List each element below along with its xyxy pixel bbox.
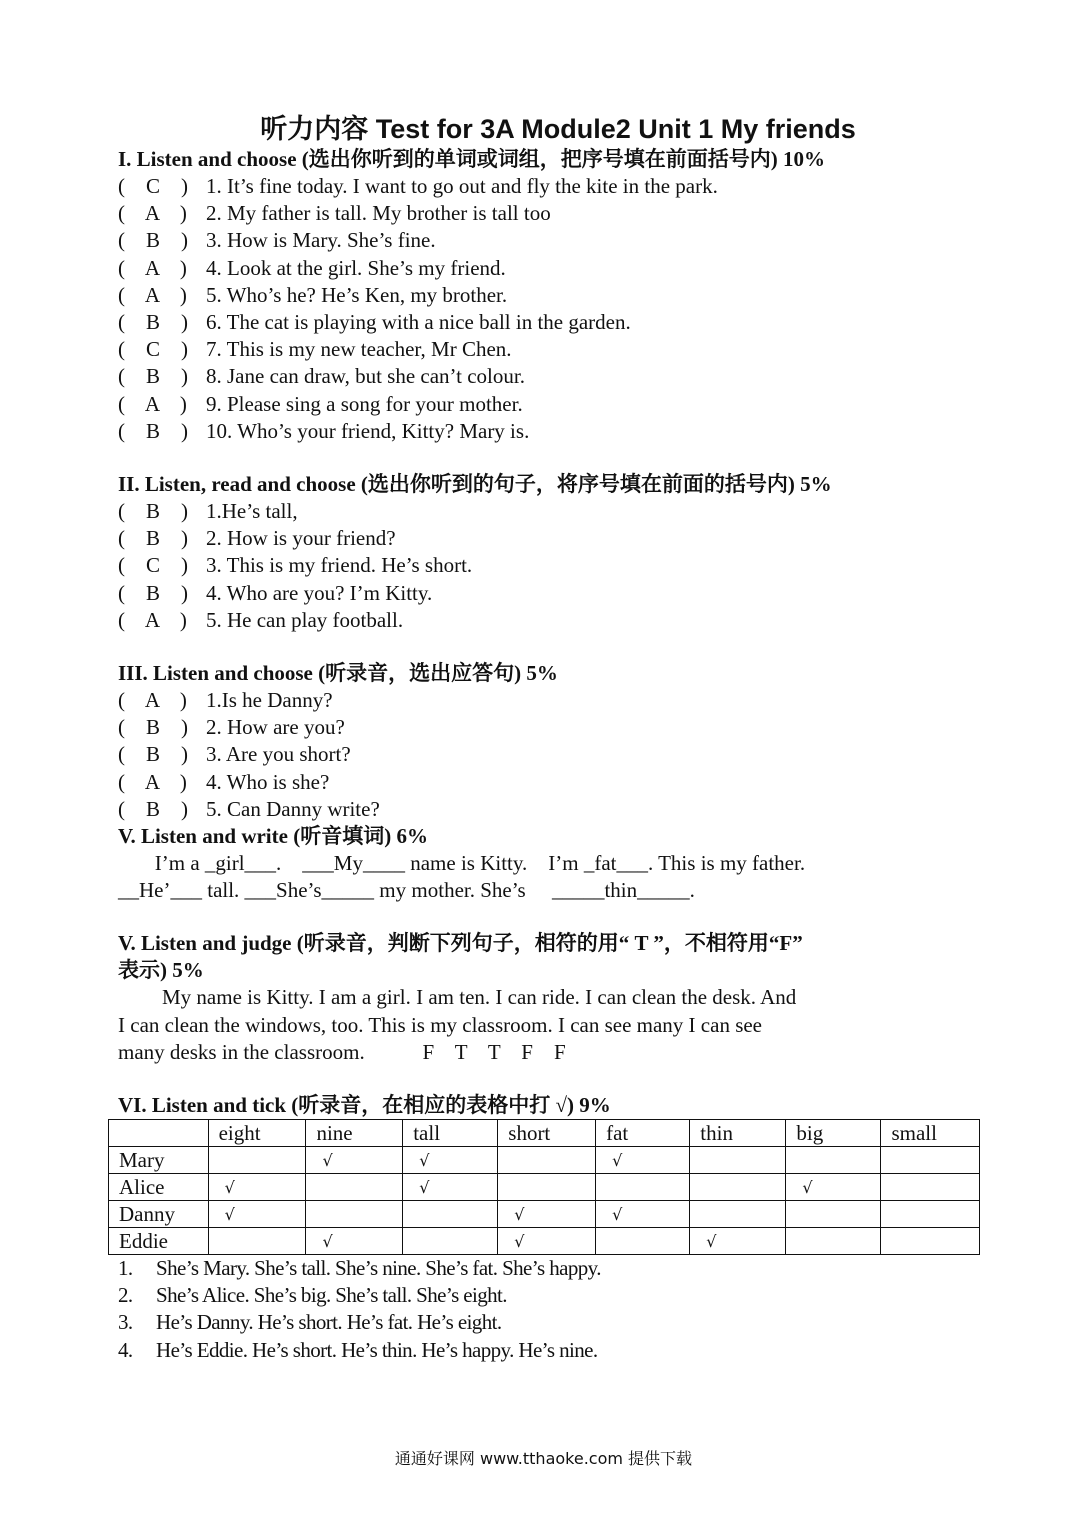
answer-bracket: ( B ) (118, 742, 188, 767)
footer-credit: 通通好课网 www.tthaoke.com 提供下载 (394, 1449, 693, 1468)
tick-sentence-number: 4. (118, 1337, 133, 1362)
tick-table-header-row (109, 1120, 980, 1147)
tick-table-cell (881, 1228, 980, 1255)
judge-para-line-3: many desks in the classroom. F T T F F (118, 1039, 566, 1064)
tick-table-row-name: Danny (109, 1201, 209, 1228)
tick-table-cell: √ (208, 1201, 306, 1228)
tick-table-cell: √ (498, 1201, 596, 1228)
tick-table-cell (786, 1228, 881, 1255)
tick-sentence-text: He’s Danny. He’s short. He’s fat. He’s eight. (156, 1310, 502, 1335)
tick-table-cell (596, 1174, 690, 1201)
tick-table-cell: √ (403, 1174, 498, 1201)
tick-table-cell: √ (786, 1174, 881, 1201)
question-text: 2. How are you? (206, 715, 345, 740)
answer-bracket: ( A ) (118, 769, 187, 794)
page-title: 听力内容 Test for 3A Module2 Unit 1 My friends (260, 114, 856, 144)
answer-bracket: ( B ) (118, 526, 188, 551)
question-line (118, 796, 998, 823)
tick-table-row (109, 1174, 980, 1201)
tick-table-cell (690, 1201, 786, 1228)
tick-sentence-number: 2. (118, 1283, 133, 1308)
question-text: 1.He’s tall, (206, 499, 298, 524)
judge-para-line-2: I can clean the windows, too. This is my classroom. I can see many I can see (118, 1012, 763, 1037)
question-line (118, 687, 998, 714)
section4-heading: V. Listen and write (听音填词) 6% (118, 824, 428, 849)
tick-sentence (118, 1282, 998, 1309)
tick-table (108, 1119, 980, 1255)
question-line (118, 227, 998, 254)
answer-bracket: ( A ) (118, 201, 187, 226)
tick-table-row-name: Mary (109, 1147, 209, 1174)
question-text: 3. This is my friend. He’s short. (206, 553, 473, 578)
section6-heading: VI. Listen and tick (听录音，在相应的表格中打 √) 9% (118, 1093, 611, 1118)
question-text: 1. It’s fine today. I want to go out and fly the kite in the park. (206, 174, 718, 198)
answer-bracket: ( B ) (118, 580, 188, 605)
tick-table-cell: √ (498, 1228, 596, 1255)
question-line (118, 391, 998, 418)
tick-table-cell: √ (306, 1147, 403, 1174)
tick-table-cell (690, 1174, 786, 1201)
tick-table-cell (786, 1147, 881, 1174)
question-line (118, 255, 998, 282)
tick-table-row-name: Alice (109, 1174, 209, 1201)
tick-table-row (109, 1228, 980, 1255)
tick-table-cell (498, 1174, 596, 1201)
tick-table-cell: √ (306, 1228, 403, 1255)
answer-bracket: ( C ) (118, 174, 188, 198)
question-text: 5. Who’s he? He’s Ken, my brother. (206, 282, 508, 307)
question-text: 4. Who are you? I’m Kitty. (206, 580, 433, 605)
question-text: 5. He can play football. (206, 607, 404, 632)
question-text: 6. The cat is playing with a nice ball in the garden. (206, 310, 631, 335)
tick-table-cell: √ (403, 1147, 498, 1174)
tick-table-cell (306, 1174, 403, 1201)
worksheet-page (118, 112, 998, 1364)
tick-table-header-cell: short (498, 1120, 596, 1147)
tick-sentences (118, 1255, 998, 1364)
answer-bracket: ( A ) (118, 391, 187, 416)
section1-list (118, 173, 998, 445)
answer-bracket: ( B ) (118, 310, 188, 335)
answer-bracket: ( B ) (118, 796, 188, 821)
tick-sentence (118, 1309, 998, 1336)
tick-table-cell (498, 1147, 596, 1174)
tick-sentence (118, 1255, 998, 1282)
tick-table-cell (403, 1228, 498, 1255)
answer-bracket: ( A ) (118, 255, 187, 280)
section3-heading: III. Listen and choose (听录音，选出应答句) 5% (118, 661, 558, 686)
question-text: 1.Is he Danny? (206, 688, 333, 713)
section5-heading-1: V. Listen and judge (听录音，判断下列句子，相符的用“ T ”，不相符用“F” (118, 931, 803, 956)
tick-table-header-cell: tall (403, 1120, 498, 1147)
question-line (118, 741, 998, 768)
answer-bracket: ( B ) (118, 499, 188, 524)
answer-bracket: ( B ) (118, 228, 188, 253)
question-text: 5. Can Danny write? (206, 796, 380, 821)
tick-sentence-text: She’s Alice. She’s big. She’s tall. She’s eight. (156, 1283, 507, 1308)
write-line-2: __He’___ tall. ___She’s_____ my mother. She’s _____thin_____. (118, 878, 695, 903)
answer-bracket: ( A ) (118, 282, 187, 307)
tick-table-header-cell: eight (208, 1120, 306, 1147)
tick-table-header-cell (109, 1120, 209, 1147)
tick-table-header-cell: big (786, 1120, 881, 1147)
tick-table-cell (881, 1201, 980, 1228)
question-line (118, 309, 998, 336)
question-text: 9. Please sing a song for your mother. (206, 391, 523, 416)
section5-heading-2: 表示) 5% (118, 958, 204, 983)
question-line (118, 580, 998, 607)
question-line (118, 769, 998, 796)
question-line (118, 173, 998, 200)
tick-table-cell: √ (596, 1201, 690, 1228)
question-text: 7. This is my new teacher, Mr Chen. (206, 337, 512, 362)
question-line (118, 525, 998, 552)
question-line (118, 418, 998, 445)
write-line-1: I’m a _girl___. ___My____ name is Kitty. I’m _fat___. This is my father. (118, 851, 806, 876)
section2-list (118, 498, 998, 634)
section2-heading: II. Listen, read and choose (选出你听到的句子，将序号填在前面的括号内) 5% (118, 472, 832, 497)
judge-para-line-1: My name is Kitty. I am a girl. I am ten. I can ride. I can clean the desk. And (162, 985, 797, 1010)
tick-table-cell (690, 1147, 786, 1174)
question-text: 4. Look at the girl. She’s my friend. (206, 255, 506, 280)
tick-table-header-cell: nine (306, 1120, 403, 1147)
section1-heading: I. Listen and choose (选出你听到的单词或词组，把序号填在前面括号内) 10% (118, 147, 826, 171)
question-line (118, 336, 998, 363)
tick-table-cell (208, 1147, 306, 1174)
section3-list (118, 687, 998, 823)
tick-sentence-number: 3. (118, 1310, 133, 1335)
tick-table-cell (208, 1228, 306, 1255)
tick-table-cell: √ (208, 1174, 306, 1201)
answer-bracket: ( A ) (118, 688, 187, 713)
tick-table-cell (306, 1201, 403, 1228)
tick-table-cell (403, 1201, 498, 1228)
question-line (118, 200, 998, 227)
question-text: 2. My father is tall. My brother is tall too (206, 201, 551, 226)
tick-sentence-text: She’s Mary. She’s tall. She’s nine. She’s fat. She’s happy. (156, 1256, 601, 1281)
question-text: 10. Who’s your friend, Kitty? Mary is. (206, 418, 530, 443)
answer-bracket: ( B ) (118, 418, 188, 443)
tick-table-cell: √ (690, 1228, 786, 1255)
tick-table-header-cell: fat (596, 1120, 690, 1147)
question-line (118, 607, 998, 634)
answer-bracket: ( C ) (118, 337, 188, 362)
tick-table-header-cell: thin (690, 1120, 786, 1147)
tick-table-row (109, 1147, 980, 1174)
question-text: 3. Are you short? (206, 742, 351, 767)
question-text: 3. How is Mary. She’s fine. (206, 228, 436, 253)
question-line (118, 282, 998, 309)
question-line (118, 363, 998, 390)
tick-sentence (118, 1337, 998, 1364)
tick-table-row (109, 1201, 980, 1228)
tick-table-header-cell: small (881, 1120, 980, 1147)
tick-sentence-text: He’s Eddie. He’s short. He’s thin. He’s happy. He’s nine. (156, 1337, 598, 1362)
answer-bracket: ( A ) (118, 607, 187, 632)
question-text: 2. How is your friend? (206, 526, 396, 551)
tick-table-cell (786, 1201, 881, 1228)
tick-table-cell (596, 1228, 690, 1255)
question-line (118, 714, 998, 741)
tick-table-row-name: Eddie (109, 1228, 209, 1255)
answer-bracket: ( C ) (118, 553, 188, 578)
answer-bracket: ( B ) (118, 364, 188, 389)
tick-table-cell (881, 1174, 980, 1201)
answer-bracket: ( B ) (118, 715, 188, 740)
tick-table-cell (881, 1147, 980, 1174)
question-text: 8. Jane can draw, but she can’t colour. (206, 364, 525, 389)
question-text: 4. Who is she? (206, 769, 330, 794)
question-line (118, 498, 998, 525)
question-line (118, 552, 998, 579)
tick-sentence-number: 1. (118, 1256, 133, 1281)
tick-table-cell: √ (596, 1147, 690, 1174)
